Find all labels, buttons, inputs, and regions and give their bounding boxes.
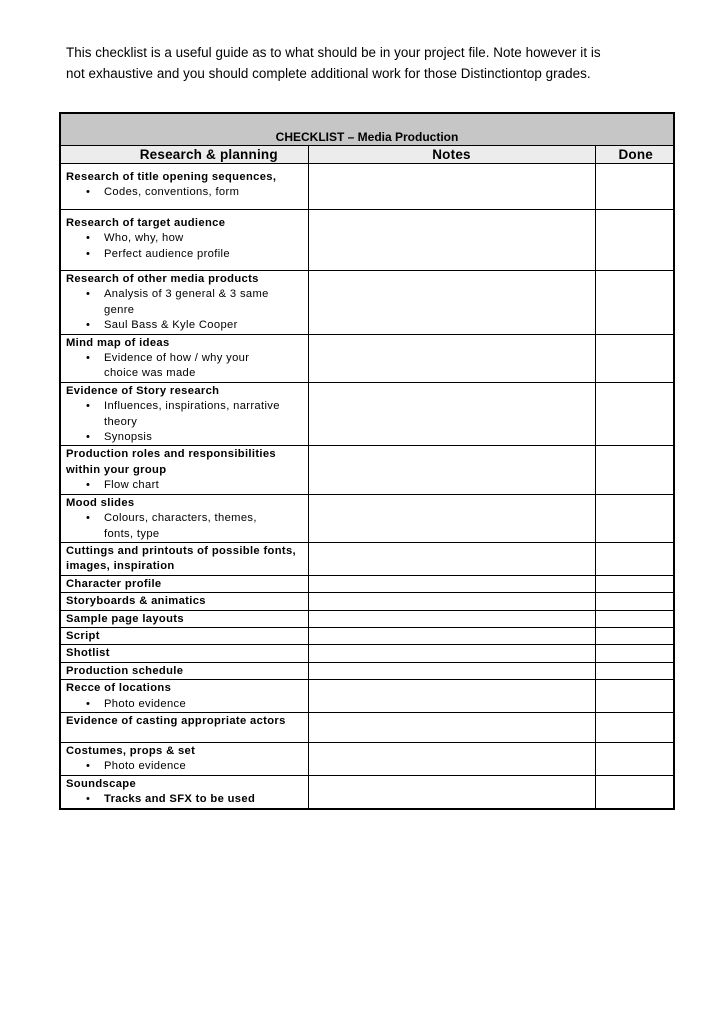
table-row: [60, 627, 674, 644]
notes-cell[interactable]: [308, 662, 595, 679]
done-cell[interactable]: [595, 775, 674, 808]
sub-item: • Flow chart: [66, 478, 308, 493]
checklist-item-title: Mood slides: [66, 496, 135, 509]
checklist-item: [60, 593, 308, 610]
sub-item: • Photo evidence: [66, 759, 308, 774]
done-cell[interactable]: [595, 712, 674, 742]
notes-cell[interactable]: [308, 775, 595, 808]
done-cell[interactable]: [595, 680, 674, 713]
notes-cell[interactable]: [308, 494, 595, 542]
checklist-item: [60, 271, 308, 335]
done-cell[interactable]: [595, 742, 674, 775]
notes-cell[interactable]: [308, 712, 595, 742]
notes-cell[interactable]: [308, 210, 595, 271]
notes-cell[interactable]: [308, 446, 595, 494]
table-row: [60, 382, 674, 446]
checklist-item-title: Costumes, props & set: [66, 744, 196, 757]
checklist-title: CHECKLIST – Media Production: [60, 113, 674, 146]
checklist-item: [60, 627, 308, 644]
done-cell[interactable]: [595, 210, 674, 271]
notes-cell[interactable]: [308, 542, 595, 575]
column-header-done: Done: [595, 146, 674, 164]
checklist-item: [60, 712, 308, 742]
checklist-item: [60, 742, 308, 775]
checklist-rows: [60, 164, 674, 809]
table-row: [60, 680, 674, 713]
table-row: [60, 712, 674, 742]
checklist-item: [60, 662, 308, 679]
table-row: [60, 542, 674, 575]
checklist-item: [60, 775, 308, 808]
done-cell[interactable]: [595, 334, 674, 382]
checklist-item: [60, 494, 308, 542]
table-row: [60, 164, 674, 210]
done-cell[interactable]: [595, 575, 674, 592]
sub-item: • Analysis of 3 general & 3 same genre: [66, 287, 308, 318]
checklist-item: [60, 334, 308, 382]
checklist-item-title: Production schedule: [66, 664, 184, 677]
notes-cell[interactable]: [308, 742, 595, 775]
column-header-research: Research & planning: [60, 146, 308, 164]
checklist-item: [60, 542, 308, 575]
done-cell[interactable]: [595, 446, 674, 494]
notes-cell[interactable]: [308, 627, 595, 644]
table-row: [60, 775, 674, 808]
checklist-item: [60, 164, 308, 210]
done-cell[interactable]: [595, 610, 674, 627]
sub-item-list: [66, 351, 308, 382]
sub-item-list: [66, 185, 308, 200]
sub-item: • Codes, conventions, form: [66, 185, 308, 200]
done-cell[interactable]: [595, 382, 674, 446]
table-row: [60, 742, 674, 775]
table-row: [60, 593, 674, 610]
notes-cell[interactable]: [308, 593, 595, 610]
sub-item-list: [66, 792, 308, 807]
sub-item: • Who, why, how: [66, 231, 308, 246]
checklist-item-title: Mind map of ideas: [66, 336, 170, 349]
checklist-item: [60, 645, 308, 662]
sub-item-list: [66, 399, 308, 445]
notes-cell[interactable]: [308, 645, 595, 662]
table-row: [60, 575, 674, 592]
intro-line-2: not exhaustive and you should complete additional work for those Distinctiontop grades.: [66, 66, 591, 81]
checklist-item-title: Soundscape: [66, 777, 137, 790]
sub-item: • Photo evidence: [66, 697, 308, 712]
notes-cell[interactable]: [308, 164, 595, 210]
sub-item-list: [66, 697, 308, 712]
checklist-item-title: Shotlist: [66, 647, 110, 660]
checklist-item: [60, 446, 308, 494]
checklist-item-title: Storyboards & animatics: [66, 595, 206, 608]
sub-item-list: [66, 759, 308, 774]
table-row: [60, 334, 674, 382]
sub-item: • Synopsis: [66, 430, 308, 445]
checklist-item-title: Evidence of casting appropriate actors: [66, 714, 286, 727]
checklist-item-title: Script: [66, 629, 100, 642]
table-row: [60, 210, 674, 271]
table-row: [60, 610, 674, 627]
intro-line-1: This checklist is a useful guide as to what should be in your project file. Note however it is: [66, 45, 601, 60]
notes-cell[interactable]: [308, 271, 595, 335]
checklist-item-title: Evidence of Story research: [66, 384, 220, 397]
checklist-table: [59, 112, 675, 810]
checklist-item-title: Research of other media products: [66, 273, 259, 285]
notes-cell[interactable]: [308, 610, 595, 627]
done-cell[interactable]: [595, 627, 674, 644]
checklist-item: [60, 575, 308, 592]
done-cell[interactable]: [595, 662, 674, 679]
checklist-item: [60, 382, 308, 446]
table-row: [60, 494, 674, 542]
notes-cell[interactable]: [308, 334, 595, 382]
checklist-item-title: Character profile: [66, 577, 162, 590]
column-header-notes: Notes: [308, 146, 595, 164]
notes-cell[interactable]: [308, 382, 595, 446]
notes-cell[interactable]: [308, 680, 595, 713]
table-row: [60, 271, 674, 335]
done-cell[interactable]: [595, 593, 674, 610]
checklist-item: [60, 210, 308, 271]
sub-item: • Colours, characters, themes, fonts, type: [66, 511, 308, 542]
checklist-item-title: Research of title opening sequences,: [66, 171, 277, 183]
table-row: [60, 645, 674, 662]
done-cell[interactable]: [595, 494, 674, 542]
sub-item: • Perfect audience profile: [66, 247, 308, 262]
done-cell[interactable]: [595, 164, 674, 210]
sub-item-list: [66, 511, 308, 542]
checklist-item: [60, 680, 308, 713]
done-cell[interactable]: [595, 542, 674, 575]
done-cell[interactable]: [595, 645, 674, 662]
table-row: [60, 662, 674, 679]
checklist-item: [60, 610, 308, 627]
checklist-item-title: Research of target audience: [66, 217, 226, 229]
sub-item-list: [66, 231, 308, 262]
checklist-item-title: Sample page layouts: [66, 612, 184, 625]
checklist-item-title: Cuttings and printouts of possible fonts, images, inspiration: [66, 544, 297, 573]
sub-item-list: [66, 287, 308, 333]
sub-item-list: [66, 478, 308, 493]
table-row: [60, 446, 674, 494]
checklist-item-title: Recce of locations: [66, 682, 172, 695]
sub-item: • Saul Bass & Kyle Cooper: [66, 318, 308, 333]
done-cell[interactable]: [595, 271, 674, 335]
sub-item: • Influences, inspirations, narrative theory: [66, 399, 308, 430]
intro-text: [66, 42, 676, 84]
checklist-item-title: Production roles and responsibilities within your group: [66, 448, 277, 476]
sub-item: • Evidence of how / why your choice was made: [66, 351, 308, 382]
sub-item: • Tracks and SFX to be used: [66, 792, 308, 807]
notes-cell[interactable]: [308, 575, 595, 592]
